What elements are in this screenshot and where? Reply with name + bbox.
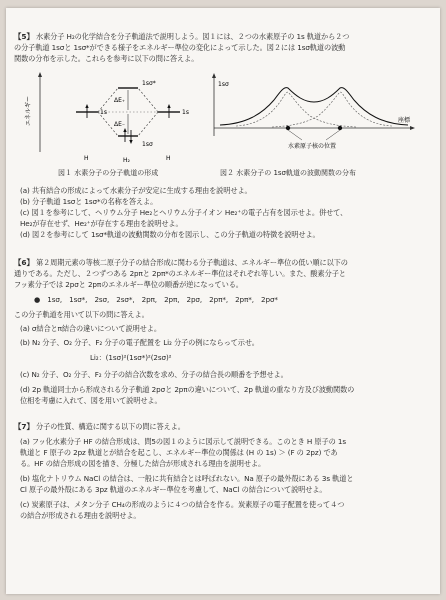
section5-heading: 【5】 xyxy=(14,32,34,41)
fig1-electron-right xyxy=(167,104,170,118)
section5-question-a: (a) 共有結合の形成によって水素分子が安定に生成する理由を説明せよ。 xyxy=(20,186,252,195)
section6-lead: この分子軌道を用いて以下の問に答えよ。 xyxy=(14,310,149,319)
section7-heading: 【7】 xyxy=(14,422,34,431)
section6-question-d: (d) 2p 軌道同士から形成される分子軌道 2pσと 2pπの違いについて、2p 軌道の重なり方及び波動関数の xyxy=(20,385,355,394)
fig1-bottom-label: H₂ xyxy=(123,157,130,164)
section7-question-b: (b) 塩化ナトリウム NaCl の結合は、一般に共有結合とは呼ばれない。Na 原子の最外殻にある 3s 軌道と xyxy=(20,474,354,483)
section6-intro-line1: 第２周期元素の等核二原子分子の結合形成に関わる分子軌道は、エネルギー準位の低い順に以下の xyxy=(36,258,348,267)
section6-question-b: (b) N₂ 分子、O₂ 分子、F₂ 分子の電子配置を Li₂ 分子の例にならって示せ。 xyxy=(20,338,259,347)
fig2-atomic-orbital-left xyxy=(236,92,356,127)
fig1-caption: 図１ 水素分子の分子軌道の形成 xyxy=(58,169,159,177)
section6-question-a: (a) σ結合とπ結合の違いについて説明せよ。 xyxy=(20,324,161,333)
section7-question-a-cont: 軌道と F 原子の 2pz 軌道とが結合を起こし、エネルギー準位の関係は (H の 1s) ＞ (F の 2pz) であ xyxy=(20,448,338,457)
fig2-bonding-curve xyxy=(220,88,408,125)
section7-question-b-cont: Cl 原子の最外殻にある 3pz 軌道のエネルギー準位を考慮して、NaCl の結合について説明せよ。 xyxy=(20,485,327,494)
fig1-bottom-label: H xyxy=(166,155,171,162)
fig1-dE-upper: ΔE₊ xyxy=(114,97,126,104)
section7-question-a: (a) フッ化水素分子 HF の結合形成は、問5の図１のように図示して説明できる。このとき H 原子の 1s xyxy=(20,437,346,446)
section7-question-c: (c) 炭素原子は、メタン分子 CH₄の形成のように４つの結合を作る。炭素原子の電子配置を使って４つ xyxy=(20,500,345,509)
fig2-x-arrow xyxy=(410,126,415,130)
exam-sheet xyxy=(6,8,440,594)
fig1-lower-label: 1sσ xyxy=(142,141,153,148)
section6-orbital-list: ● 1sσ, 1sσ*, 2sσ, 2sσ*, 2pπ, 2pπ, 2pσ, 2pπ*, 2pπ*, 2pσ* xyxy=(34,295,278,304)
section7-title: 分子の性質、構造に関する以下の問に答えよ。 xyxy=(36,422,185,431)
fig2-ylabel: 1sσ xyxy=(218,81,229,88)
fig2-pointer xyxy=(326,130,340,140)
section7-question-c-cont: の結合が形成される理由を説明せよ。 xyxy=(20,511,141,520)
section5-question-c-cont: He₂が存在せず、He₂⁺が存在する理由を説明せよ。 xyxy=(20,219,183,228)
section5-intro-line3: 関数の分布を示した。これらを参考に以下の問に答えよ。 xyxy=(14,54,199,63)
fig2-y-arrow xyxy=(212,73,216,78)
section5-question-d: (d) 図２を参考にして 1sσ*軌道の波動関数の分布を図示し、この分子軌道の特徴を説明せよ。 xyxy=(20,230,320,239)
section6-heading: 【6】 xyxy=(14,258,34,267)
section6-question-d-cont: 位相を考慮に入れて、図を用いて説明せよ。 xyxy=(20,396,162,405)
figure2-wavefunction xyxy=(206,70,436,166)
fig1-left-label: 1s xyxy=(100,109,107,116)
fig1-connector xyxy=(138,112,158,136)
fig2-pointer xyxy=(288,130,302,140)
fig1-right-label: 1s xyxy=(182,109,189,116)
fig2-nucleus-right xyxy=(338,126,342,130)
section5-intro-line1: 水素分子 H₂の化学結合を分子軌道法で説明しよう。図１には、２つの水素原子の 1s 軌道から２つ xyxy=(36,32,350,41)
fig1-bottom-label: H xyxy=(84,155,89,162)
fig2-xlabel: 座標 xyxy=(398,117,411,124)
section6-question-c: (c) N₂ 分子、O₂ 分子、F₂ 分子の結合次数を求め、分子の結合長の順番を予想せよ。 xyxy=(20,370,288,379)
fig1-axis-arrow xyxy=(38,72,42,77)
fig2-atomic-orbital-right xyxy=(272,92,392,127)
fig2-nucleus-label: 水素原子核の位置 xyxy=(288,143,337,150)
fig1-electron-left xyxy=(85,104,88,118)
section5-question-b: (b) 分子軌道 1sσと 1sσ*の名称を答えよ。 xyxy=(20,197,158,206)
fig1-connector xyxy=(138,88,158,112)
section5-intro-line2: の分子軌道 1sσと 1sσ*ができる様子をエネルギー準位の変化によって示した。図２には 1sσ軌道の波動 xyxy=(14,43,346,52)
section6-intro-line2: 通りである。ただし、２つずつある 2pπと 2pπ*のエネルギー準位はそれぞれ等しい。また、酸素分子と xyxy=(14,269,346,278)
section7-question-a-cont: る。HF の結合形成の図を描き、分極した結合が形成される理由を説明せよ。 xyxy=(20,459,266,468)
section5-question-c: (c) 図１を参考にして、ヘリウム分子 He₂とヘリウム分子イオン He₂⁺の電子占有を図示せよ。併せて、 xyxy=(20,208,348,217)
fig1-dE-lower: ΔE₋ xyxy=(114,121,126,128)
section6-li2-example: Li₂：(1sσ)²(1sσ*)²(2sσ)² xyxy=(90,353,172,362)
fig2-caption: 図２ 水素分子の 1sσ軌道の波動関数の分布 xyxy=(220,169,356,177)
figure1-mo-diagram xyxy=(26,70,196,166)
fig1-upper-label: 1sσ* xyxy=(142,80,156,87)
section6-intro-line3: フッ素分子では 2pσと 2pπのエネルギー準位の順番が逆になっている。 xyxy=(14,280,243,289)
fig2-nucleus-left xyxy=(286,126,290,130)
fig1-ylabel: エネルギー xyxy=(25,95,32,126)
